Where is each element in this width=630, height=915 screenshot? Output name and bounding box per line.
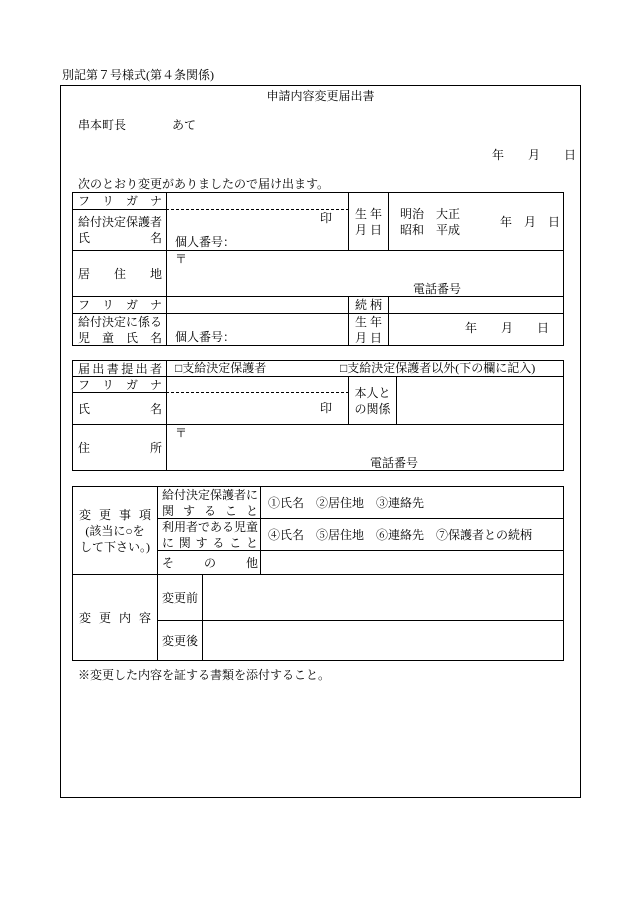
guardian-furigana-field — [166, 192, 349, 210]
submitter-relation-field — [396, 376, 564, 425]
form-title: 申請内容変更届出書 — [266, 89, 375, 103]
change-details-label-text: 変 更 内 容 — [79, 610, 151, 625]
child-change-label-line1: 利用者である児童 — [162, 519, 259, 534]
change-items-label-line1: 変 更 事 項 — [79, 507, 151, 522]
guardian-dob-label-line1: 生 年 — [354, 206, 382, 221]
child-dob-label — [348, 313, 389, 346]
child-furigana-label: フ リ ガ ナ — [72, 296, 167, 314]
guardian-phone-label: 電話番号 — [413, 282, 462, 296]
addressee: 串本町長 — [78, 118, 127, 132]
form-number: 別記第７号様式(第４条関係) — [62, 68, 214, 82]
submission-date: 年 月 日 — [492, 148, 577, 162]
guardian-furigana-label: フ リ ガ ナ — [72, 192, 167, 210]
era-options-line2: 昭和 平成 — [400, 223, 461, 237]
guardian-dob-label — [348, 192, 389, 251]
submitter-relation-label-line1: 本人と — [354, 385, 391, 400]
submitter-option-other: □支給決定保護者以外(下の欄に記入) — [340, 361, 536, 375]
before-change-label: 変更前 — [157, 574, 203, 621]
child-personal-number-label: 個人番号： — [175, 330, 236, 344]
child-name-field — [166, 313, 349, 346]
other-change-label — [157, 550, 261, 575]
change-items-label-line3: して下さい。) — [80, 539, 150, 554]
submitter-name-field — [166, 392, 349, 425]
submitter-options — [166, 360, 564, 377]
guardian-change-label — [157, 486, 261, 519]
guardian-dob-ymd: 年 月 日 — [500, 215, 561, 229]
submitter-address-label: 住 所 — [72, 424, 167, 471]
child-dob-label-line1: 生 年 — [354, 314, 382, 329]
guardian-residence-label: 居 住 地 — [72, 250, 167, 297]
guardian-change-label-line2: 関 す る こ と — [162, 503, 258, 518]
submitter-seal-mark: 印 — [320, 401, 333, 415]
intro-text: 次のとおり変更がありましたので届け出ます。 — [78, 177, 330, 191]
child-dob-field — [388, 313, 564, 346]
guardian-change-label-line1: 給付決定保護者に — [162, 487, 259, 502]
guardian-postal-mark: 〒 — [175, 252, 188, 266]
submitter-name-label: 氏 名 — [72, 392, 167, 425]
submitter-label — [72, 360, 167, 377]
submitter-postal-mark: 〒 — [175, 426, 188, 440]
child-dob-label-line2: 月 日 — [354, 330, 382, 345]
submitter-furigana-label: フ リ ガ ナ — [72, 376, 167, 393]
after-change-field — [202, 620, 564, 661]
submitter-relation-label — [348, 376, 397, 425]
child-change-options: ④氏名 ⑤居住地 ⑥連絡先 ⑦保護者との続柄 — [260, 518, 564, 551]
submitter-address-field — [166, 424, 564, 471]
submitter-furigana-field — [166, 376, 349, 393]
guardian-name-label-line1: 給付決定保護者 — [78, 215, 163, 229]
child-relationship-label: 続 柄 — [348, 296, 389, 314]
attachment-note: ※変更した内容を証する書類を添付すること。 — [78, 668, 331, 682]
child-name-label-line2: 児 童 氏 名 — [78, 330, 163, 345]
submitter-relation-label-line2: の関係 — [354, 401, 391, 416]
guardian-name-label-line2: 氏 名 — [78, 231, 163, 245]
addressee-suffix: あて — [172, 118, 197, 132]
guardian-residence-field — [166, 250, 564, 297]
guardian-seal-mark: 印 — [320, 211, 333, 225]
child-dob-ymd: 年 月 日 — [465, 321, 550, 335]
other-change-label-text: そ の 他 — [162, 555, 258, 570]
change-items-label-line2: (該当に○を — [85, 523, 145, 538]
child-name-label — [72, 313, 167, 346]
submitter-phone-label: 電話番号 — [370, 456, 419, 470]
guardian-personal-number-label: 個人番号： — [175, 235, 236, 249]
guardian-name-field — [166, 209, 349, 251]
child-relationship-field — [388, 296, 564, 314]
before-change-field — [202, 574, 564, 621]
other-change-field — [260, 550, 564, 575]
guardian-change-options: ①氏名 ②居住地 ③連絡先 — [260, 486, 564, 519]
child-furigana-field — [166, 296, 349, 314]
child-change-label-line2: に 関 す る こ と — [162, 535, 258, 550]
change-details-label — [72, 574, 158, 661]
submitter-label-text: 届出書提出者 — [78, 361, 165, 376]
guardian-name-label — [72, 209, 167, 251]
child-name-label-line1: 給付決定に係る — [78, 314, 163, 329]
submitter-option-guardian: □支給決定保護者 — [175, 361, 267, 375]
guardian-dob-label-line2: 月 日 — [354, 222, 382, 237]
guardian-dob-field — [388, 192, 564, 251]
after-change-label: 変更後 — [157, 620, 203, 661]
era-options-line1: 明治 大正 — [400, 207, 461, 221]
child-change-label — [157, 518, 261, 551]
change-items-label — [72, 486, 158, 575]
